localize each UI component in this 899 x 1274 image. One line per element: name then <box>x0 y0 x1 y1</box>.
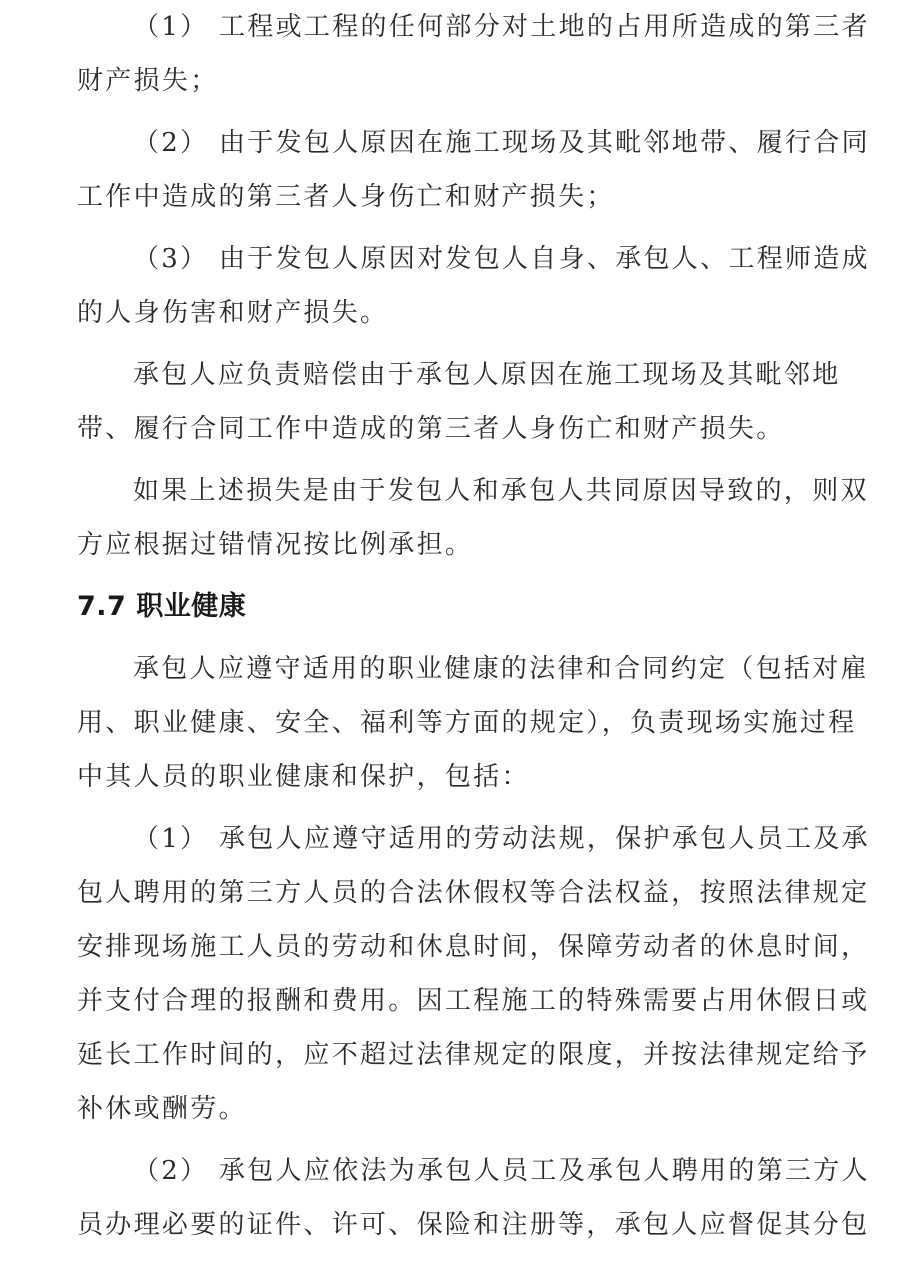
text-line: （1） 工程或工程的任何部分对土地的占用所造成的第三者 <box>133 12 870 42</box>
section-heading-occupational-health: 7.7 职业健康 <box>77 591 247 622</box>
paragraph-shared-fault <box>77 464 869 572</box>
text-line: 包人聘用的第三方人员的合法休假权等合法权益，按照法律规定 <box>77 878 870 908</box>
text-line: 带、履行合同工作中造成的第三者人身伤亡和财产损失。 <box>77 414 785 444</box>
text-line: 并支付合理的报酬和费用。因工程施工的特殊需要占用休假日或 <box>77 986 870 1016</box>
paragraph-item-2-employer-cause-third-party <box>77 116 870 224</box>
text-line: 承包人应遵守适用的职业健康的法律和合同约定（包括对雇 <box>133 654 869 684</box>
text-line: 安排现场施工人员的劳动和休息时间，保障劳动者的休息时间， <box>77 932 870 962</box>
text-line: 工作中造成的第三者人身伤亡和财产损失； <box>77 182 615 212</box>
paragraph-occupational-health-intro <box>77 642 869 804</box>
text-line: （3） 由于发包人原因对发包人自身、承包人、工程师造成 <box>133 244 870 274</box>
text-line: 延长工作时间的，应不超过法律规定的限度，并按法律规定给予 <box>77 1040 870 1070</box>
text-line: 中其人员的职业健康和保护，包括： <box>77 762 530 792</box>
text-line: （1） 承包人应遵守适用的劳动法规，保护承包人员工及承 <box>133 824 870 854</box>
text-line: 如果上述损失是由于发包人和承包人共同原因导致的，则双 <box>133 476 869 506</box>
text-line: 承包人应负责赔偿由于承包人原因在施工现场及其毗邻地 <box>133 360 841 390</box>
text-line: 的人身伤害和财产损失。 <box>77 298 389 328</box>
text-line: 员办理必要的证件、许可、保险和注册等，承包人应督促其分包 <box>77 1210 870 1240</box>
text-line: （2） 由于发包人原因在施工现场及其毗邻地带、履行合同 <box>133 128 870 158</box>
document-page <box>77 0 870 1260</box>
text-line: 补休或酬劳。 <box>77 1094 247 1124</box>
text-line: 用、职业健康、安全、福利等方面的规定），负责现场实施过程 <box>77 708 857 738</box>
paragraph-item-1-third-party-land-occupation <box>77 0 870 108</box>
paragraph-contractor-liability <box>77 348 841 456</box>
text-line: 方应根据过错情况按比例承担。 <box>77 530 474 560</box>
text-line: （2） 承包人应依法为承包人员工及承包人聘用的第三方人 <box>133 1156 870 1186</box>
text-line: 财产损失； <box>77 66 219 96</box>
paragraph-item-1-labor-law <box>77 812 870 1136</box>
paragraph-item-2-permits-insurance <box>77 1144 870 1252</box>
paragraph-item-3-employer-cause-parties <box>77 232 870 340</box>
